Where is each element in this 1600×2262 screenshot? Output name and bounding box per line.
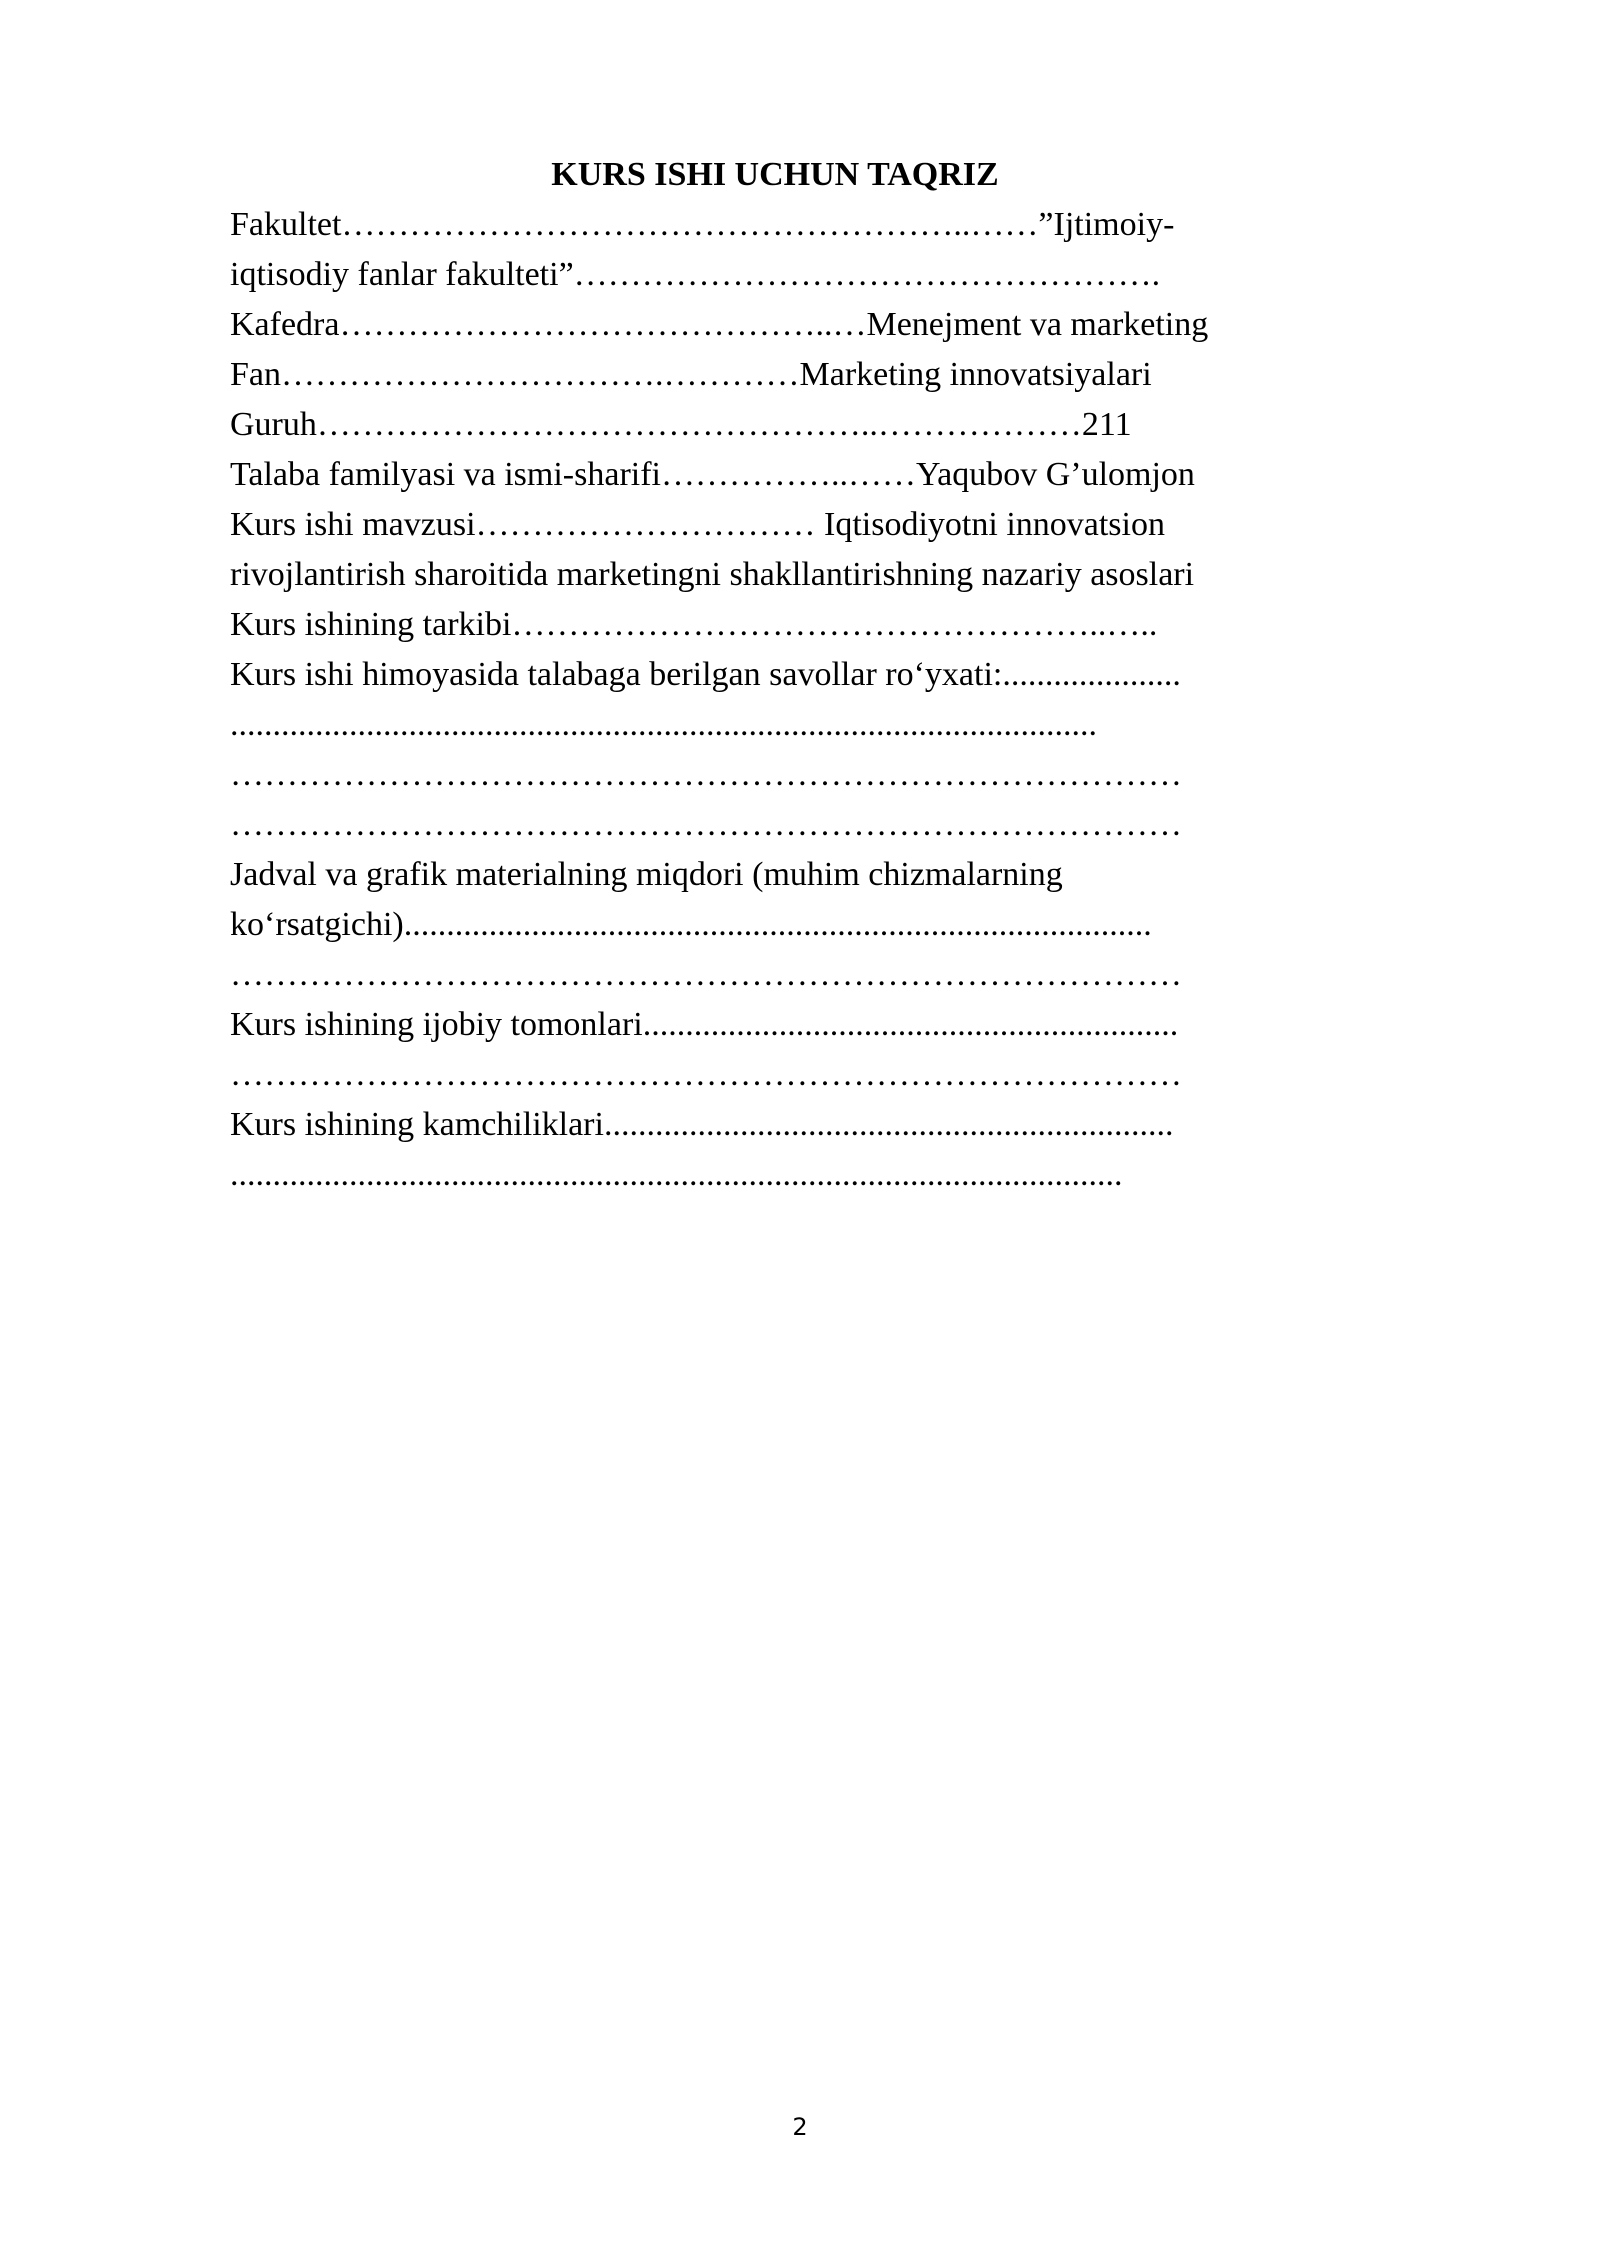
materials-line-cont: ko‘rsatgichi)........................................................................................ — [230, 906, 1152, 943]
weaknesses-line: Kurs ishining kamchiliklari................................................................... — [230, 1106, 1174, 1143]
page-number: 2 — [792, 2113, 808, 2141]
group-line: Guruh…………………………………………..………………211 — [230, 406, 1132, 443]
topic-line-cont: rivojlantirish sharoitida marketingni shakllantirishning nazariy asoslari — [230, 556, 1195, 593]
questions-blank-3: ………………………………………………………………………… — [230, 806, 1182, 843]
review-form — [230, 150, 1310, 1200]
weaknesses-blank: ......................................................................................................... — [230, 1156, 1123, 1193]
strengths-line: Kurs ishining ijobiy tomonlari............................................................... — [230, 1006, 1179, 1043]
student-name-line: Talaba familyasi va ismi-sharifi……………..……Yaqubov G’ulomjon — [230, 456, 1195, 493]
materials-blank: ………………………………………………………………………… — [230, 956, 1182, 993]
questions-blank-1: ...................................................................................................... — [230, 706, 1097, 743]
faculty-line: Fakultet………………………………………………..……”Ijtimoiy- — [230, 206, 1175, 243]
questions-line: Kurs ishi himoyasida talabaga berilgan savollar ro‘yxati:..................... — [230, 656, 1181, 693]
department-line: Kafedra……………………………………..…Menejment va marketing — [230, 306, 1209, 343]
questions-blank-2: ………………………………………………………………………… — [230, 756, 1182, 793]
structure-line: Kurs ishining tarkibi……………………………………………..….. — [230, 606, 1158, 643]
strengths-blank: ………………………………………………………………………… — [230, 1056, 1182, 1093]
document-title: KURS ISHI UCHUN TAQRIZ — [551, 156, 999, 193]
materials-line: Jadval va grafik materialning miqdori (muhim chizmalarning — [230, 856, 1063, 893]
topic-line: Kurs ishi mavzusi………………………… Iqtisodiyotni innovatsion — [230, 506, 1165, 543]
subject-line: Fan…………………………….…………Marketing innovatsiyalari — [230, 356, 1152, 393]
faculty-line-cont: iqtisodiy fanlar fakulteti”……………………………………………. — [230, 256, 1161, 293]
